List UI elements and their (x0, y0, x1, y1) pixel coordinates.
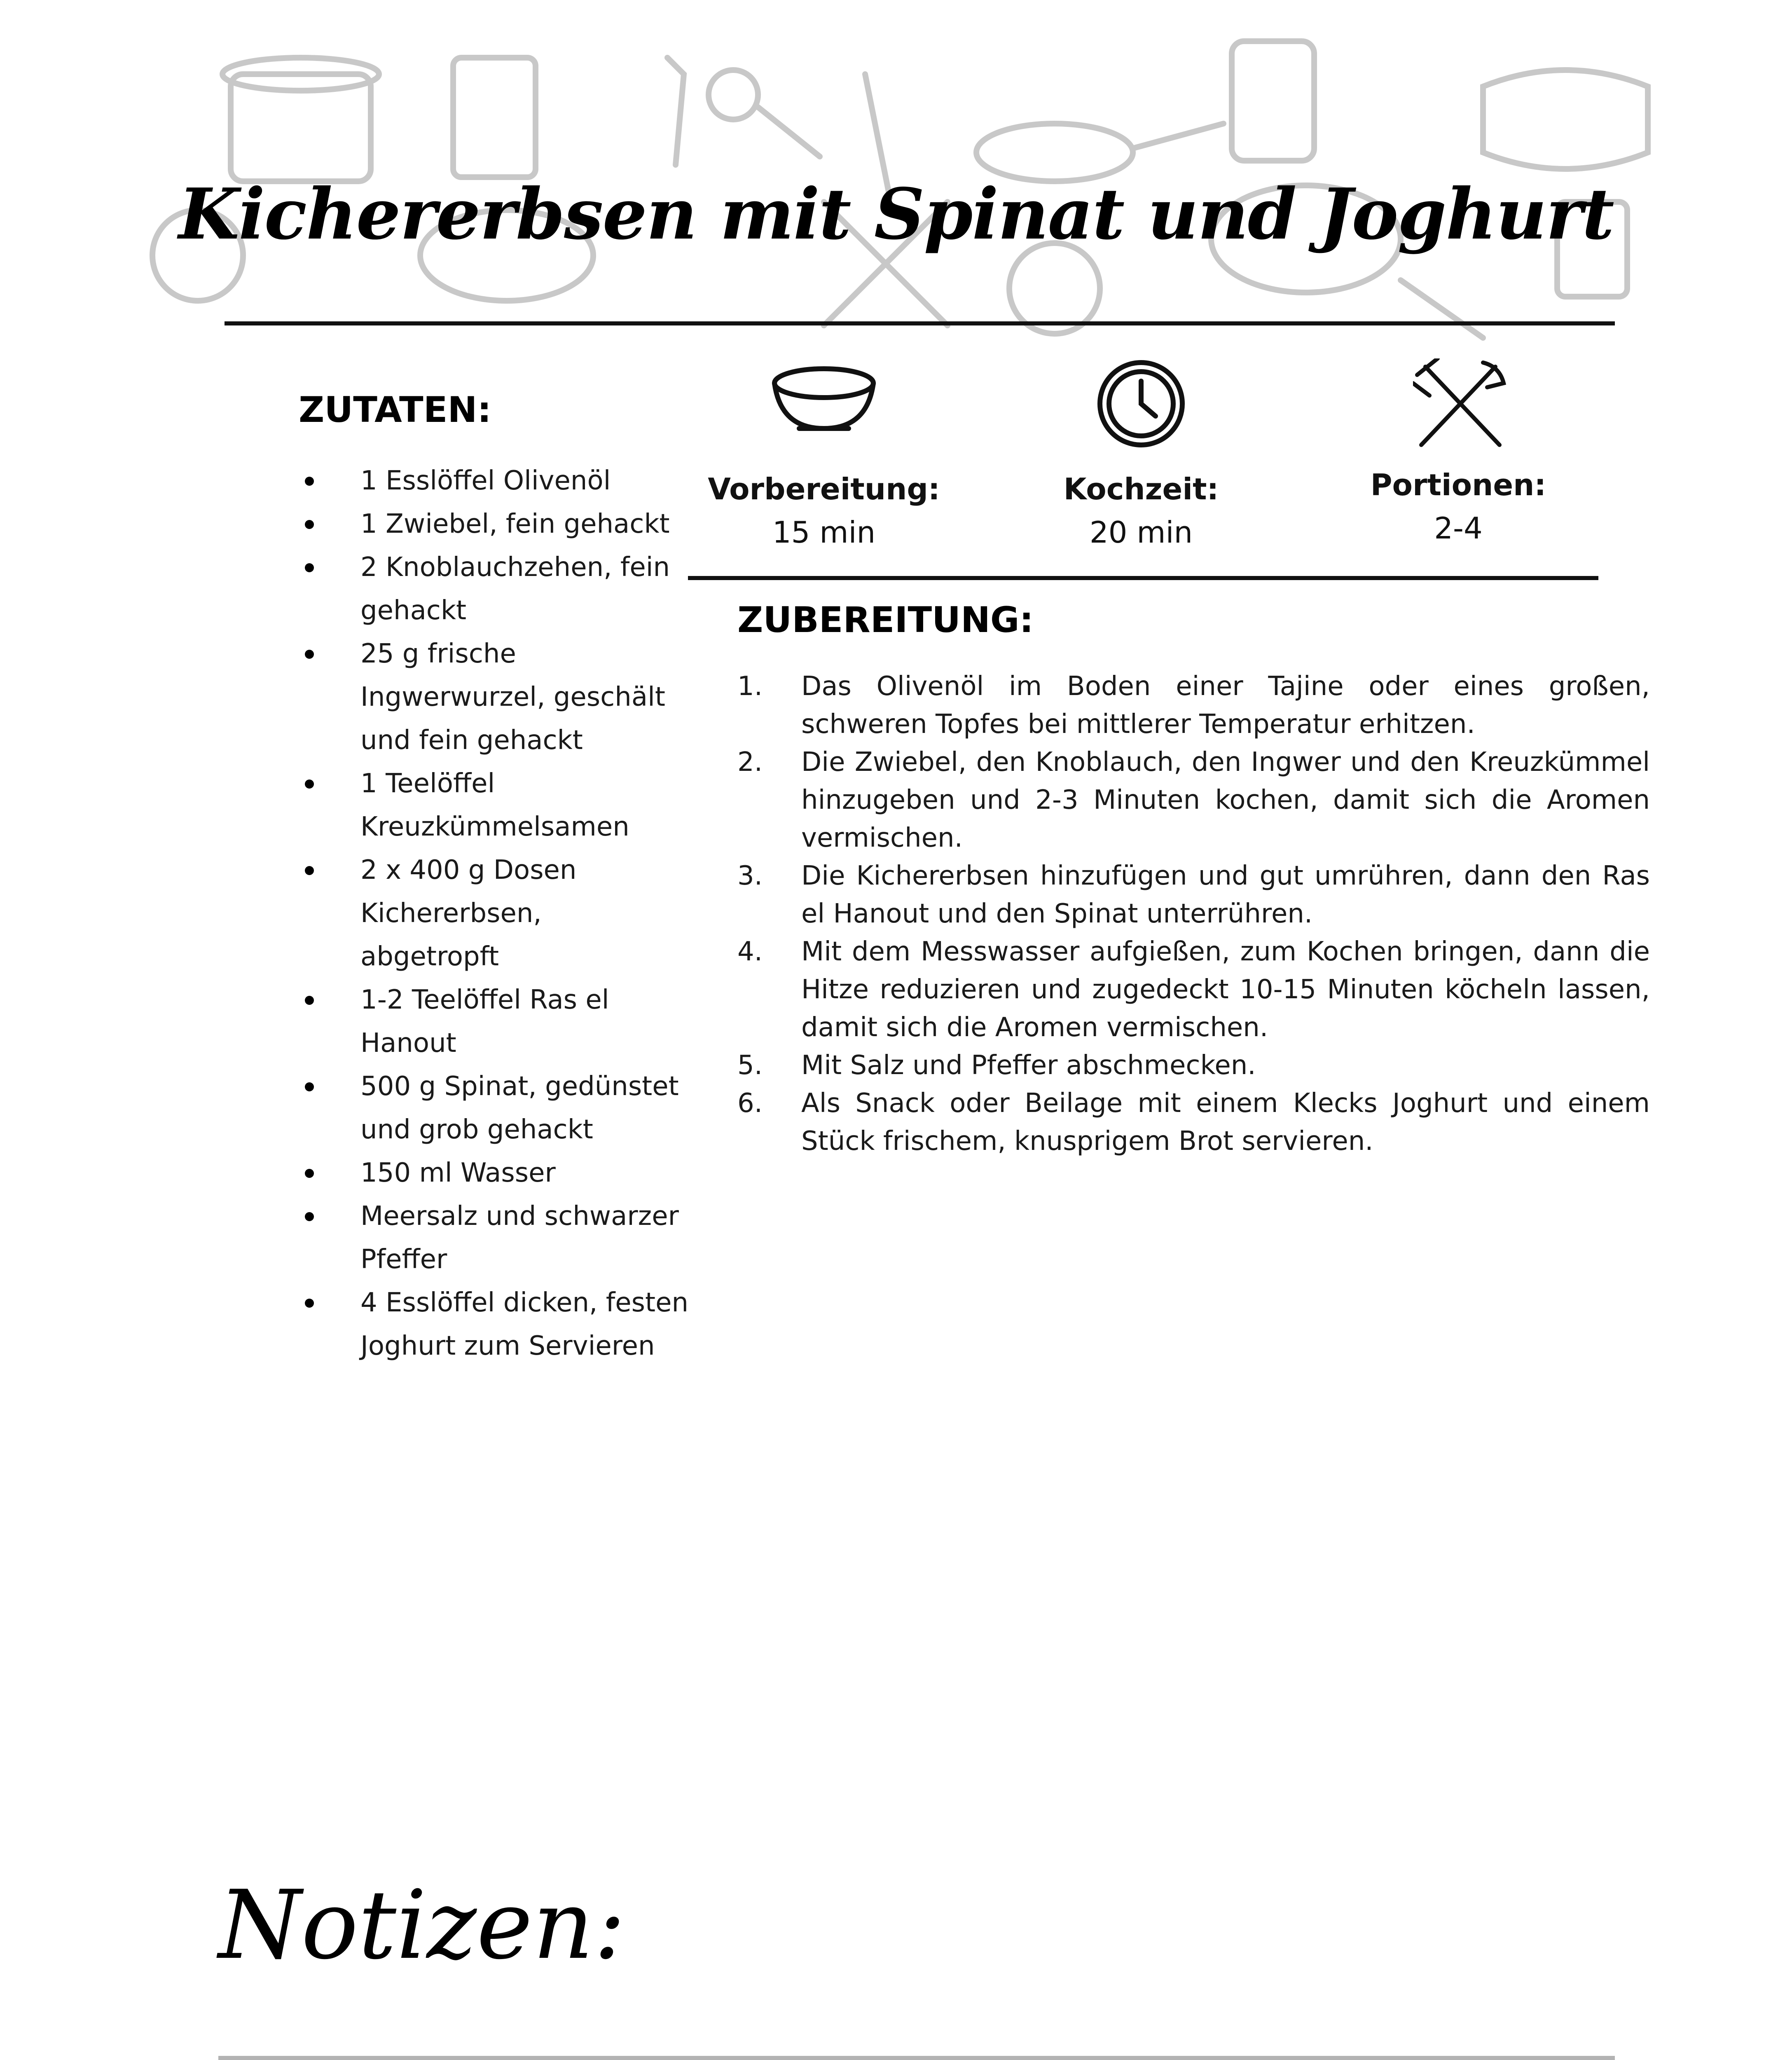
ingredient-item: 2 Knoblauchzehen, fein gehackt (297, 546, 696, 632)
preparation-step: 2. Die Zwiebel, den Knoblauch, den Ingwer und den Kreuzkümmel hinzugeben und 2-3 Minuten kochen, damit sich die Aromen vermischen. (737, 747, 1650, 853)
ingredient-item: 1 Zwiebel, fein gehackt (297, 503, 696, 546)
ingredient-item: 150 ml Wasser (297, 1152, 696, 1195)
servings-value: 2-4 (1434, 511, 1483, 545)
note-line (218, 2056, 1615, 2060)
preparation-step: 4. Mit dem Messwasser aufgießen, zum Kochen bringen, dann die Hitze reduzieren und zugedeckt 10-15 Minuten köcheln lassen, damit sich die Aromen vermischen. (737, 936, 1650, 1043)
prep-time-label: Vorbereitung: (708, 472, 940, 506)
ingredient-item: 1-2 Teelöffel Ras el Hanout (297, 978, 696, 1065)
notes-heading: Notizen: (218, 1870, 626, 1980)
preparation-heading: ZUBEREITUNG: (737, 599, 1034, 641)
ingredients-list (297, 459, 696, 1368)
info-divider (688, 576, 1598, 580)
clock-icon (1096, 358, 1186, 451)
cook-time-value: 20 min (1089, 515, 1193, 550)
ingredient-item: 2 x 400 g Dosen Kichererbsen, abgetropft (297, 849, 696, 978)
preparation-step: 1. Das Olivenöl im Boden einer Tajine oder eines großen, schweren Topfes bei mittlerer Temperatur erhitzen. (737, 671, 1650, 740)
ingredient-item: 1 Esslöffel Olivenöl (297, 459, 696, 503)
preparation-step: 5. Mit Salz und Pfeffer abschmecken. (737, 1050, 1256, 1081)
preparation-steps (737, 667, 1650, 1160)
bowl-icon (770, 358, 877, 442)
title-divider (225, 321, 1615, 325)
cook-time-label: Kochzeit: (1063, 472, 1219, 506)
recipe-title: Kichererbsen mit Spinat und Joghurt (178, 173, 1614, 255)
ingredient-item: 500 g Spinat, gedünstet und grob gehackt (297, 1065, 696, 1152)
ingredient-item: 1 Teelöffel Kreuzkümmelsamen (297, 762, 696, 849)
prep-time-value: 15 min (772, 515, 876, 550)
ingredient-item: 25 g frische Ingwerwurzel, geschält und fein gehackt (297, 632, 696, 762)
ingredients-heading: ZUTATEN: (299, 389, 491, 431)
ingredient-item: Meersalz und schwarzer Pfeffer (297, 1195, 696, 1281)
ingredient-item: 4 Esslöffel dicken, festen Joghurt zum Servieren (297, 1281, 696, 1368)
fork-knife-icon (1413, 358, 1508, 455)
preparation-step: 6. Als Snack oder Beilage mit einem Klecks Joghurt und einem Stück frischem, knusprigem Brot servieren. (737, 1088, 1650, 1156)
servings-label: Portionen: (1370, 468, 1546, 502)
preparation-step: 3. Die Kichererbsen hinzufügen und gut umrühren, dann den Ras el Hanout und den Spinat unterrühren. (737, 861, 1650, 929)
